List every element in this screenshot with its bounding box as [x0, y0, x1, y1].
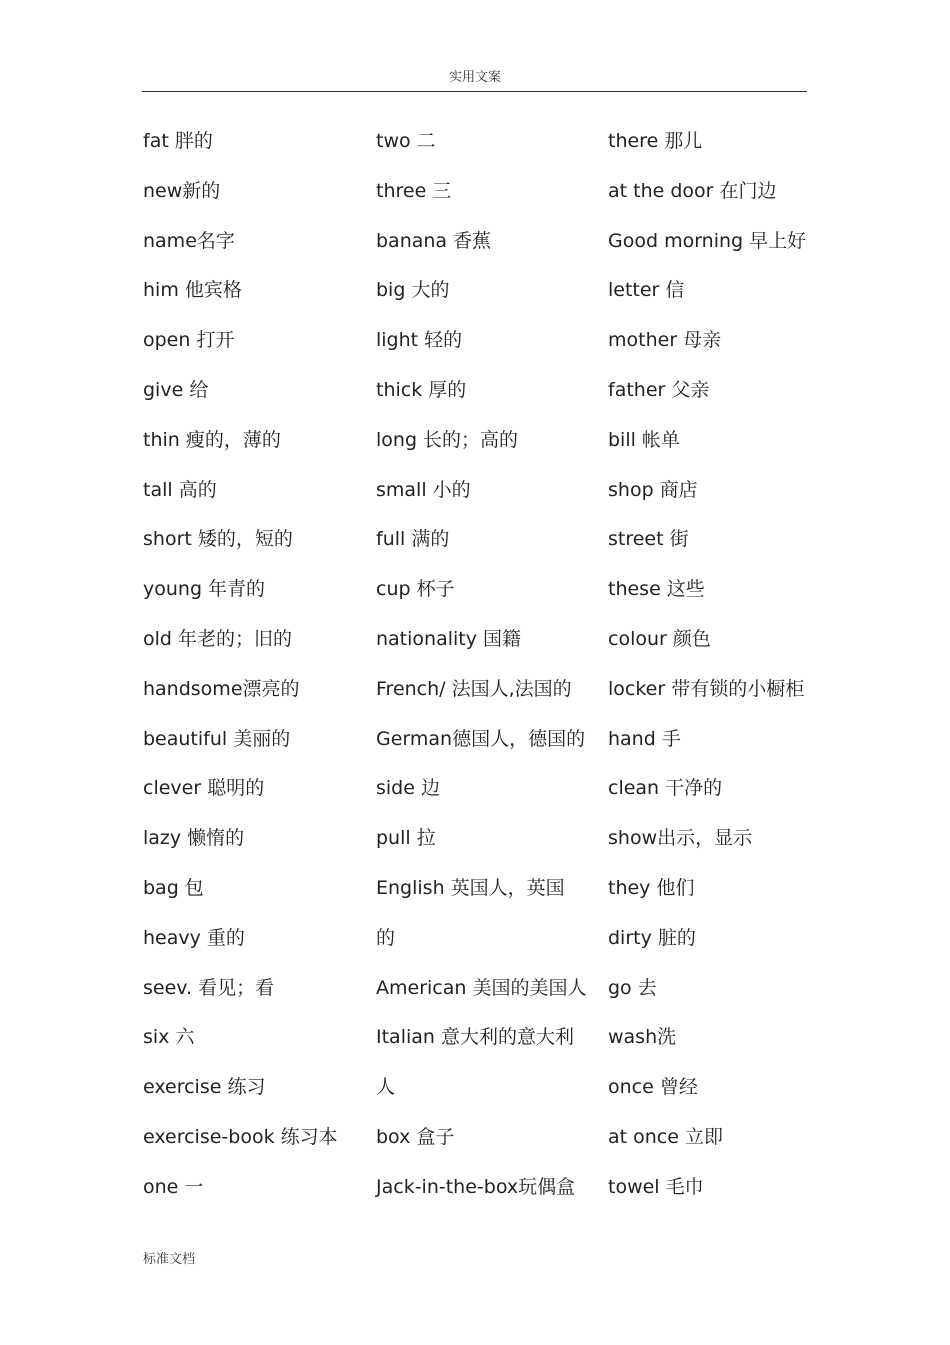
vocab-entry: shop 商店	[608, 478, 698, 501]
vocab-entry: six 六	[143, 1026, 195, 1049]
vocab-column-1	[143, 124, 338, 1220]
vocab-entry: two 二	[376, 130, 436, 152]
vocab-entry: go 去	[608, 976, 657, 999]
vocab-entry: Italian 意大利的意大利	[376, 1026, 574, 1049]
vocab-entry: box 盒子	[376, 1125, 455, 1148]
vocab-entry: German德国人，德国的	[376, 727, 586, 750]
vocab-entry: these 这些	[608, 578, 705, 601]
vocab-entry: thin 瘦的，薄的	[143, 428, 281, 451]
vocab-entry: heavy 重的	[143, 926, 245, 949]
vocab-entry: pull 拉	[376, 827, 436, 850]
vocab-entry: young 年青的	[143, 578, 266, 601]
vocab-entry: Good morning 早上好	[608, 229, 807, 252]
vocab-entry: there 那儿	[608, 130, 703, 152]
vocab-column-2	[376, 124, 586, 1220]
vocab-entry: tall 高的	[143, 478, 217, 501]
vocab-entry: name名字	[143, 229, 235, 252]
vocab-entry: thick 厚的	[376, 378, 467, 401]
vocab-entry: him 他宾格	[143, 279, 242, 302]
page-header: 实用文案	[448, 70, 501, 85]
vocab-entry: dirty 脏的	[608, 926, 696, 949]
vocab-entry: American 美国的美国人	[376, 976, 587, 999]
vocab-entry: at the door 在门边	[608, 179, 777, 202]
vocab-entry: bag 包	[143, 876, 204, 899]
vocab-entry: once 曾经	[608, 1076, 698, 1099]
vocab-entry: fat 胖的	[143, 130, 213, 152]
vocab-entry: lazy 懒惰的	[143, 827, 245, 850]
vocab-entry: Jack-in-the-box玩偶盒	[376, 1175, 576, 1198]
page-footer: 标准文档	[143, 1252, 196, 1267]
vocab-entry: long 长的；高的	[376, 428, 519, 451]
vocab-entry: short 矮的，短的	[143, 528, 293, 551]
vocab-entry: side 边	[376, 777, 440, 800]
vocab-entry: wash洗	[608, 1026, 677, 1049]
vocab-entry: street 街	[608, 528, 689, 551]
vocab-entry: show出示，显示	[608, 827, 753, 850]
vocab-entry: bill 帐单	[608, 428, 680, 451]
vocab-entry: one 一	[143, 1175, 204, 1198]
vocab-entry: French/ 法国人,法国的	[376, 677, 572, 700]
vocab-entry: father 父亲	[608, 378, 710, 401]
vocab-entry: new新的	[143, 179, 221, 202]
vocab-entry: exercise-book 练习本	[143, 1125, 338, 1148]
vocab-entry: beautiful 美丽的	[143, 727, 291, 750]
vocab-entry: 人	[376, 1076, 396, 1099]
vocab-entry: three 三	[376, 179, 452, 202]
vocab-entry: light 轻的	[376, 329, 463, 352]
vocab-entry: cup 杯子	[376, 578, 455, 601]
vocab-entry: letter 信	[608, 279, 685, 302]
vocab-entry: mother 母亲	[608, 329, 722, 352]
vocab-entry: full 满的	[376, 528, 450, 551]
vocab-entry: at once 立即	[608, 1125, 723, 1148]
vocab-entry: seev. 看见；看	[143, 976, 275, 999]
vocab-entry: small 小的	[376, 478, 471, 501]
vocab-column-3	[608, 124, 806, 1220]
vocab-entry: nationality 国籍	[376, 627, 522, 650]
vocab-entry: handsome漂亮的	[143, 677, 300, 700]
vocab-entry: English 英国人，英国	[376, 876, 565, 899]
vocab-entry: open 打开	[143, 329, 235, 352]
vocab-entry: clean 干净的	[608, 777, 723, 800]
vocab-entry: locker 带有锁的小橱柜	[608, 677, 805, 700]
vocab-entry: big 大的	[376, 279, 450, 302]
vocab-entry: 的	[376, 926, 396, 949]
header-rule	[142, 91, 807, 92]
vocab-entry: towel 毛巾	[608, 1175, 704, 1198]
vocab-entry: they 他们	[608, 876, 695, 899]
vocab-entry: old 年老的；旧的	[143, 627, 293, 650]
vocab-entry: exercise 练习	[143, 1076, 266, 1099]
vocab-entry: colour 颜色	[608, 627, 711, 650]
vocab-entry: give 给	[143, 378, 209, 401]
vocab-entry: hand 手	[608, 727, 681, 750]
vocab-entry: banana 香蕉	[376, 229, 492, 252]
vocab-entry: clever 聪明的	[143, 777, 265, 800]
